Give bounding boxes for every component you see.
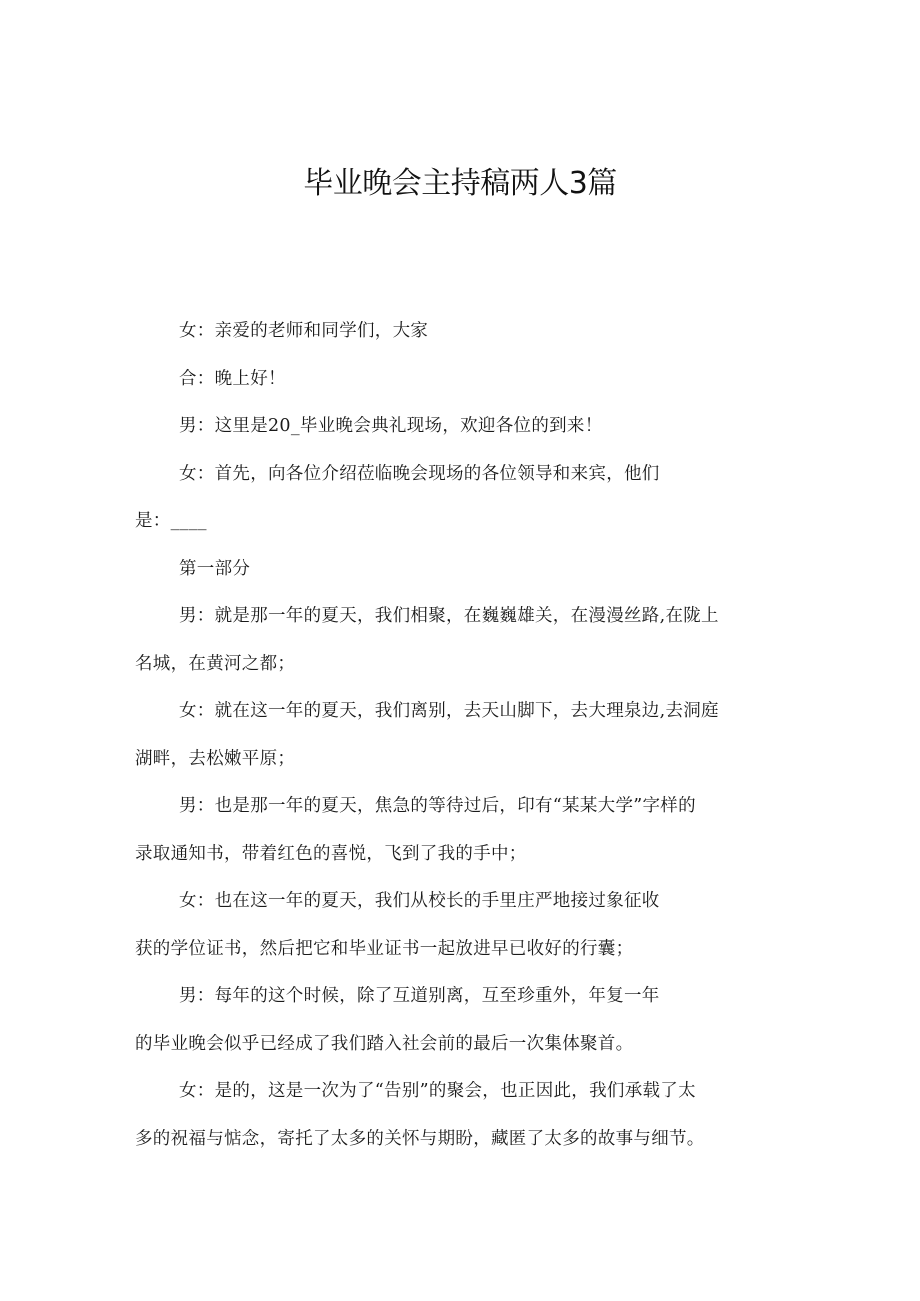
paragraph-line: 名城，在黄河之都；	[135, 653, 296, 674]
paragraph-line: 男：也是那一年的夏天，焦急的等待过后，印有“某某大学”字样的	[179, 796, 696, 816]
paragraph-line: 是：____	[135, 511, 207, 531]
paragraph-line: 女：就在这一年的夏天，我们离别，去天山脚下，去大理泉边,去洞庭	[179, 701, 719, 721]
section-heading: 第一部分	[179, 558, 251, 579]
paragraph-line: 女：首先，向各位介绍莅临晚会现场的各位领导和来宾，他们	[179, 463, 660, 484]
paragraph-line: 湖畔，去松嫩平原；	[135, 748, 296, 769]
document-title: 毕业晚会主持稿两人3篇	[303, 166, 617, 201]
paragraph-line: 多的祝福与惦念，寄托了太多的关怀与期盼，藏匿了太多的故事与细节。	[135, 1128, 705, 1149]
document-body	[135, 308, 795, 1163]
paragraph-line: 男：每年的这个时候，除了互道别离，互至珍重外，年复一年	[179, 986, 660, 1006]
paragraph-line: 女：亲爱的老师和同学们，大家	[179, 321, 429, 341]
paragraph-line: 录取通知书，带着红色的喜悦，飞到了我的手中；	[135, 843, 527, 864]
paragraph-line: 获的学位证书，然后把它和毕业证书一起放进早已收好的行囊；	[135, 938, 634, 959]
paragraph-line: 的毕业晚会似乎已经成了我们踏入社会前的最后一次集体聚首。	[135, 1033, 634, 1054]
paragraph-line: 女：是的，这是一次为了“告别”的聚会，也正因此，我们承载了太	[179, 1081, 696, 1101]
paragraph-line: 合：晚上好！	[179, 368, 286, 389]
paragraph-line: 男：这里是20_毕业晚会典礼现场，欢迎各位的到来！	[179, 416, 603, 436]
paragraph-line: 女：也在这一年的夏天，我们从校长的手里庄严地接过象征收	[179, 891, 660, 911]
paragraph-line: 男：就是那一年的夏天，我们相聚，在巍巍雄关，在漫漫丝路,在陇上	[179, 606, 719, 626]
